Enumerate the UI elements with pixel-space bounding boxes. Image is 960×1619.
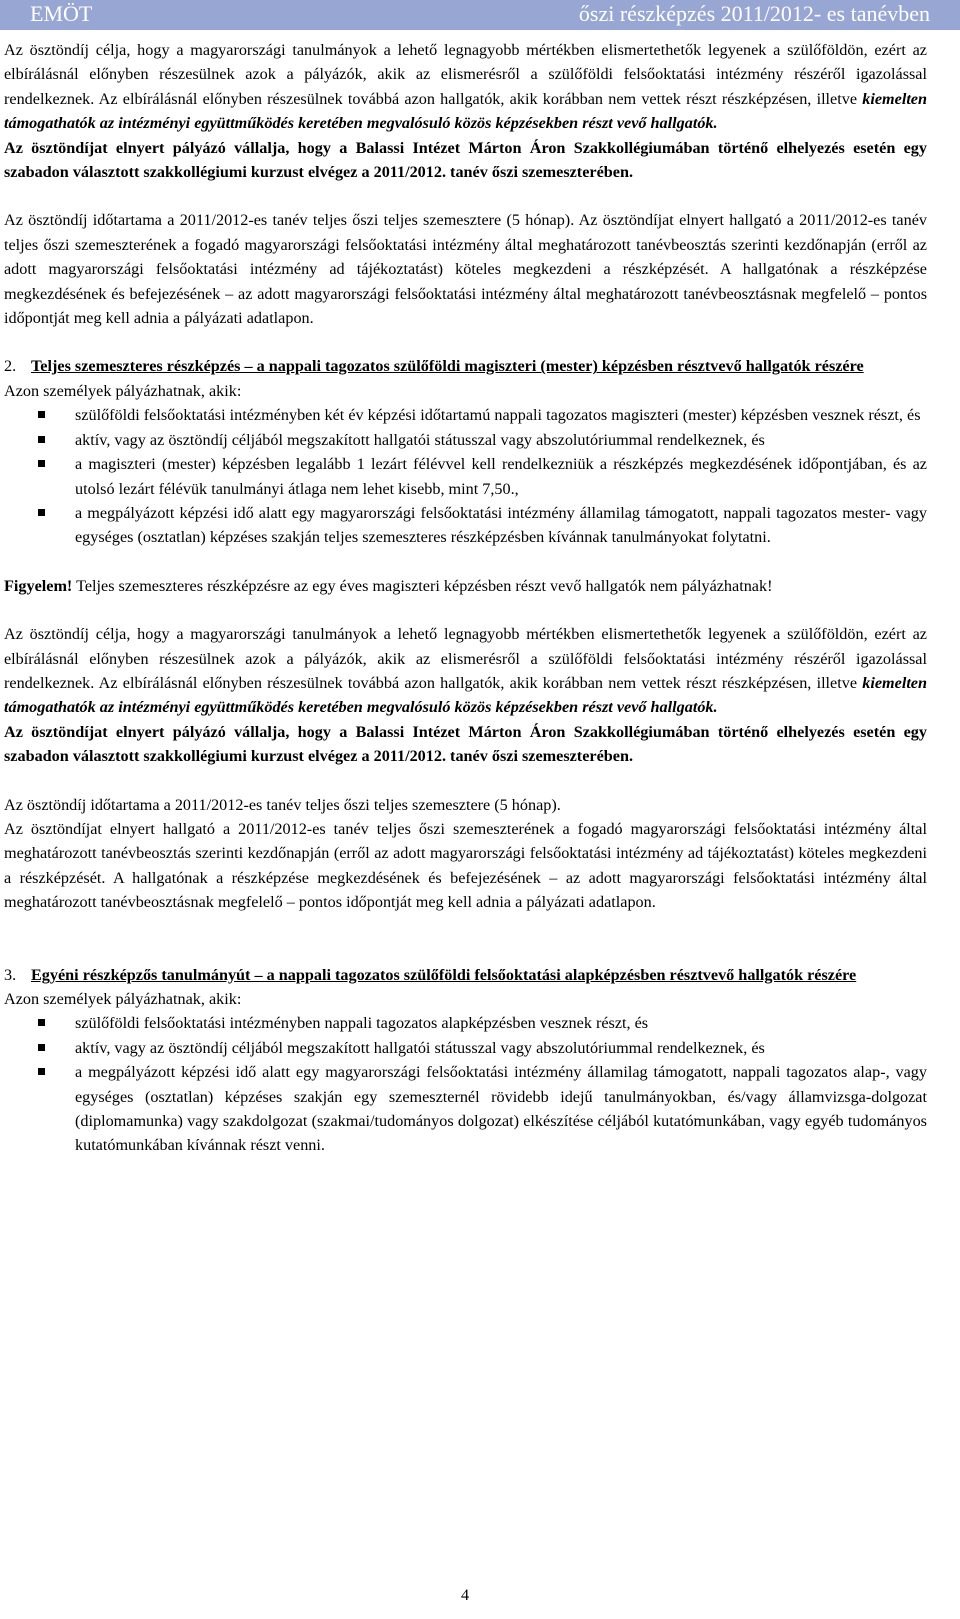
document-body <box>4 38 927 1158</box>
s1-paragraph-obligation <box>4 136 927 185</box>
list-item: a magiszteri (mester) képzésben legalább 1 lezárt félévvel kell rendelkezniük a részképzés megkezdésének időpontjában, és az utolsó lezárt félévük tanulmányi átlaga nem lehet kisebb, mint 7,50., <box>4 452 927 501</box>
list-item: a megpályázott képzési idő alatt egy magyarországi felsőoktatási intézmény államilag támogatott, nappali tagozatos mester- vagy egységes (osztatlan) képzéses szakján teljes szemeszteres részképzésben kívánnak tanulmányokat folytatni. <box>4 501 927 550</box>
list-item: aktív, vagy az ösztöndíj céljából megszakított hallgatói státusszal vagy abszolutóriummal rendelkeznek, és <box>4 1036 927 1060</box>
s3-intro: Azon személyek pályázhatnak, akik: <box>4 990 242 1008</box>
section-3-heading <box>4 963 927 987</box>
s3-eligibility-list <box>4 1011 927 1157</box>
s2-warning-text: Teljes szemeszteres részképzésre az egy éves magiszteri képzésben részt vevő hallgatók nem pályázhatnak! <box>72 576 773 595</box>
s2-eligibility-list <box>4 403 927 549</box>
s2-goal-text: Az ösztöndíj célja, hogy a magyarországi tanulmányok a lehető legnagyobb mértékben elismertethetők legyenek a szülőföldön, ezért az elbírálásnál előnyben részesülnek azok a pályázók, akik az elismerésről a szülőföldi felsőoktatási intézmény részéről igazolással rendelkeznek. Az elbírálásnál előnyben részesülnek továbbá azon hallgatók, akik korábban nem vettek részt részképzésen, illetve <box>4 625 927 692</box>
s1-paragraph-duration: Az ösztöndíj időtartama a 2011/2012-es tanév teljes őszi teljes szemesztere (5 hónap). Az ösztöndíjat elnyert hallgató a 2011/2012-es tanév teljes őszi szemeszterének a fogadó magyarországi felsőoktatási intézmény által meghatározott tanévbeosztás szerinti kezdőnapján (erről az adott magyarországi felsőoktatási intézmény ad tájékoztatást) köteles megkezdeni a részképzését. A hallgatónak a részképzése megkezdésének és befejezésének – az adott magyarországi felsőoktatási intézmény által meghatározott tanévbeosztásnak megfelelő – pontos időpontját meg kell adnia a pályázati adatlapon. <box>4 211 927 328</box>
list-item: a megpályázott képzési idő alatt egy magyarországi felsőoktatási intézmény államilag támogatott, nappali tagozatos alap-, vagy egységes (osztatlan) képzéses szakján egy szemeszternél rövidebb idejű tanulmányokban, és/vagy államvizsga-dolgozat (diplomamunka) vagy szakdolgozat (szakmai/tudományos dolgozat) elkészítése céljából kutatómunkában, vagy egyéb tudományos kutatómunkában kívánnak részt venni. <box>4 1060 927 1158</box>
list-item: aktív, vagy az ösztöndíj céljából megszakított hallgatói státusszal vagy abszolutóriummal rendelkeznek, és <box>4 428 927 452</box>
s1-obligation-text: Az ösztöndíjat elnyert pályázó vállalja, hogy a Balassi Intézet Márton Áron Szakkollégiumában történő elhelyezés esetén egy szabadon választott szakkollégiumi kurzust elvégez a 2011/2012. tanév őszi szemeszterében. <box>4 138 927 182</box>
page-header <box>0 0 960 30</box>
list-item: szülőföldi felsőoktatási intézményben két év képzési időtartamú nappali tagozatos magiszteri (mester) képzésben vesznek részt, és <box>4 403 927 427</box>
section-2-heading <box>4 354 927 378</box>
section-3-number: 3. <box>4 965 17 984</box>
s2-goal-emphasis: kiemelten támogathatók az intézményi együttműködés keretében megvalósuló közös képzésekben részt vevő hallgatók. <box>4 673 927 717</box>
s2-paragraph-obligation <box>4 720 927 769</box>
section-2-title: Teljes szemeszteres részképzés – a nappali tagozatos szülőföldi magiszteri (mester) képzésben résztvevő hallgatók részére <box>31 357 864 376</box>
s2-paragraph-start: Az ösztöndíjat elnyert hallgató a 2011/2012-es tanév teljes őszi szemeszterének a fogadó magyarországi felsőoktatási intézmény által meghatározott tanévbeosztás szerinti kezdőnapján (erről az adott magyarországi felsőoktatási intézmény ad tájékoztatást) köteles megkezdeni a részképzését. A hallgatónak a részképzése megkezdésének és befejezésének – az adott magyarországi felsőoktatási intézmény által meghatározott tanévbeosztásnak megfelelő – pontos időpontját meg kell adnia a pályázati adatlapon. <box>4 819 927 912</box>
s2-intro: Azon személyek pályázhatnak, akik: <box>4 381 242 400</box>
section-3-title: Egyéni részképzős tanulmányút – a nappali tagozatos szülőföldi felsőoktatási alapképzésben résztvevő hallgatók részére <box>31 965 857 984</box>
s2-obligation-text: Az ösztöndíjat elnyert pályázó vállalja, hogy a Balassi Intézet Márton Áron Szakkollégiumában történő elhelyezés esetén egy szabadon választott szakkollégiumi kurzust elvégez a 2011/2012. tanév őszi szemeszterében. <box>4 722 927 766</box>
s2-warning-label: Figyelem! <box>4 576 73 595</box>
s2-warning <box>4 574 927 598</box>
s2-paragraph-duration: Az ösztöndíj időtartama a 2011/2012-es tanév teljes őszi teljes szemesztere (5 hónap). <box>4 795 561 814</box>
s1-goal-emphasis: kiemelten támogathatók az intézményi együttműködés keretében megvalósuló közös képzésekben részt vevő hallgatók. <box>4 89 927 133</box>
s2-paragraph-goal <box>4 622 927 720</box>
list-item: szülőföldi felsőoktatási intézményben nappali tagozatos alapképzésben vesznek részt, és <box>4 1011 927 1035</box>
s1-paragraph-goal <box>4 38 927 136</box>
section-2-number: 2. <box>4 357 17 376</box>
s1-goal-text: Az ösztöndíj célja, hogy a magyarországi tanulmányok a lehető legnagyobb mértékben elismertethetők legyenek a szülőföldön, ezért az elbírálásnál előnyben részesülnek azok a pályázók, akik az elismerésről a szülőföldi felsőoktatási intézmény részéről igazolással rendelkeznek. Az elbírálásnál előnyben részesülnek továbbá azon hallgatók, akik korábban nem vettek részt részképzésen, illetve <box>4 41 927 108</box>
page-number: 4 <box>460 1586 470 1604</box>
header-left-title: EMÖT <box>30 1 93 26</box>
header-right-title: őszi részképzés 2011/2012- es tanévben <box>578 1 930 26</box>
